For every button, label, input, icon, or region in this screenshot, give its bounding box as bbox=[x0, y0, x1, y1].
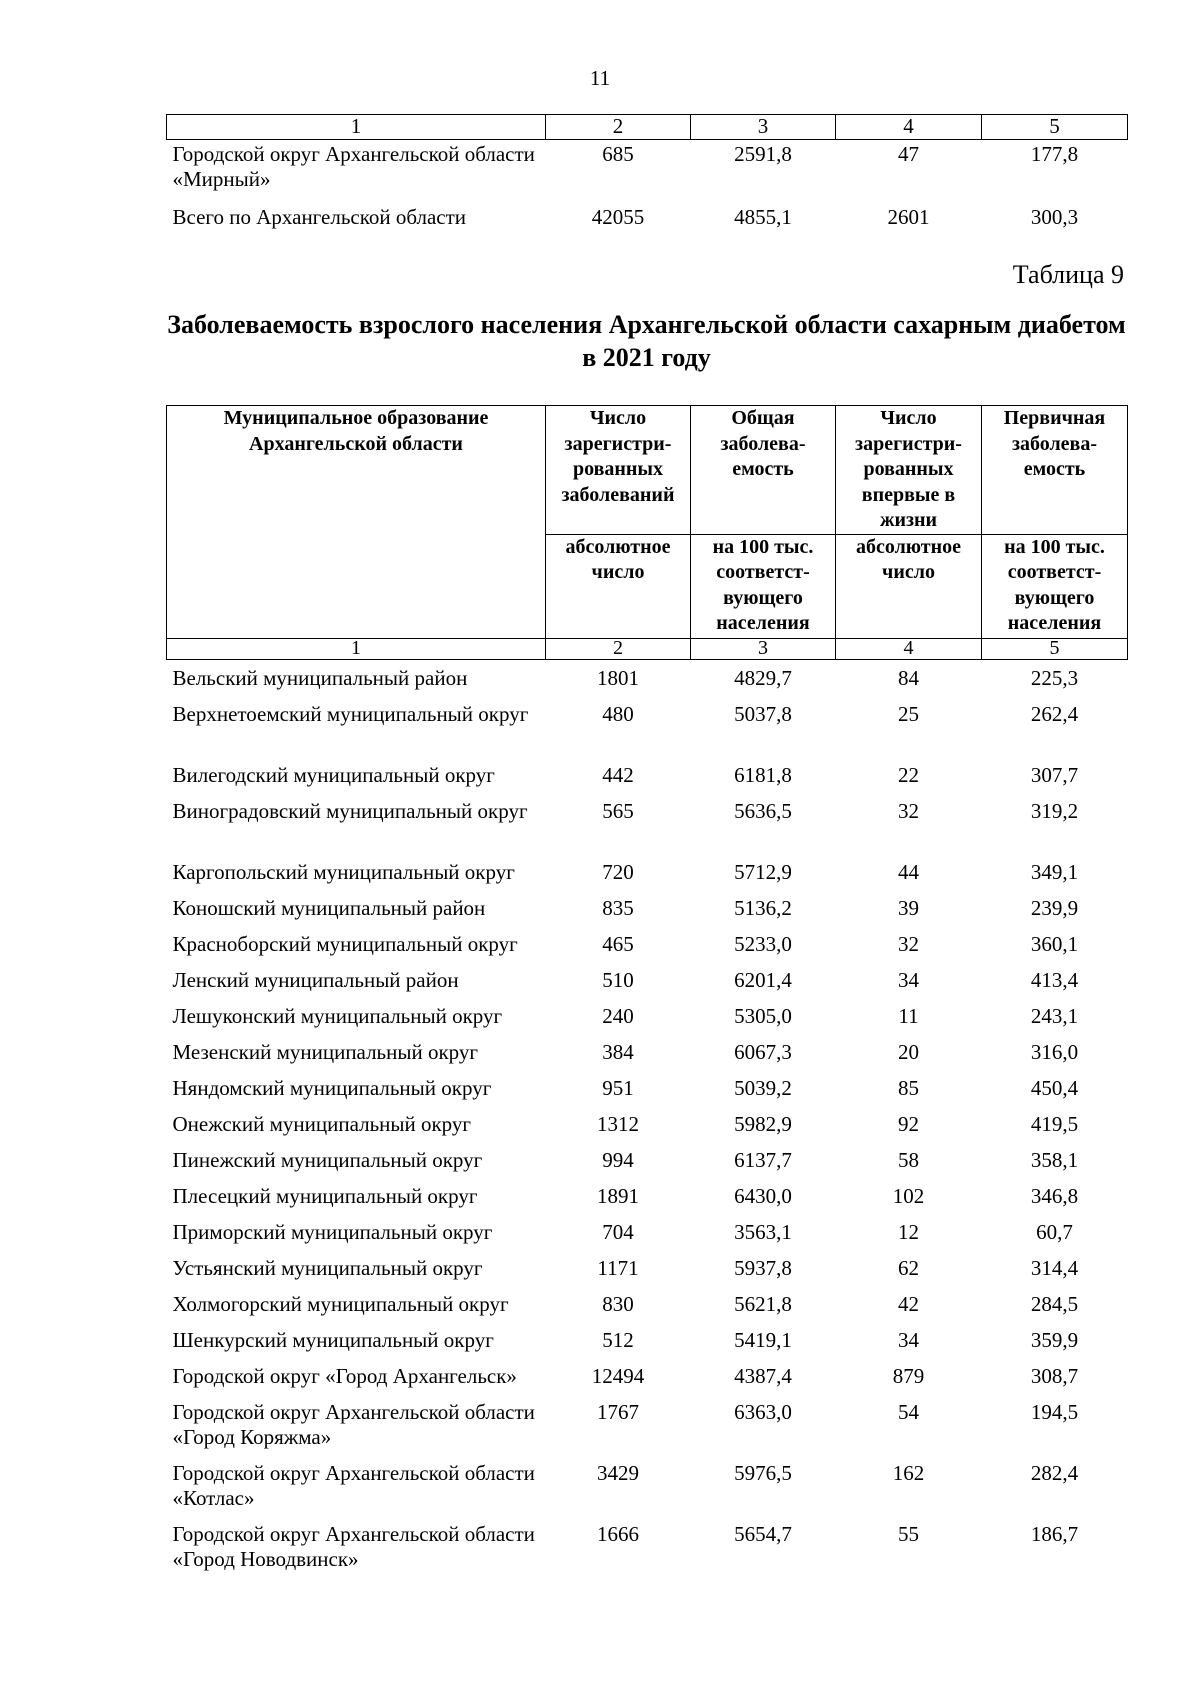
continued-table bbox=[166, 114, 1128, 235]
registered-cell: 704 bbox=[602, 1219, 634, 1244]
registered-cell: 510 bbox=[602, 967, 634, 992]
table-row bbox=[167, 696, 1128, 757]
total-rate-cell: 4855,1 bbox=[734, 205, 792, 229]
first-time-cell: 55 bbox=[898, 1521, 919, 1546]
municipality-cell: Няндомский муниципальный округ bbox=[172, 1075, 492, 1100]
table-label: Таблица 9 bbox=[1012, 260, 1124, 289]
municipality-cell: Городской округ Архангельской области «Котлас» bbox=[172, 1460, 535, 1510]
total-rate-cell: 5621,8 bbox=[734, 1291, 792, 1316]
table-row bbox=[167, 1034, 1128, 1070]
first-time-cell: 34 bbox=[898, 967, 919, 992]
first-time-cell: 22 bbox=[898, 762, 919, 787]
first-time-cell: 47 bbox=[898, 142, 919, 166]
first-time-cell: 879 bbox=[892, 1363, 925, 1388]
registered-cell: 3429 bbox=[597, 1460, 639, 1485]
municipality-cell: Красноборский муниципальный округ bbox=[172, 931, 518, 956]
municipality-cell: Устьянский муниципальный округ bbox=[172, 1255, 483, 1280]
total-rate-cell: 6201,4 bbox=[734, 967, 792, 992]
table-row bbox=[167, 1394, 1128, 1455]
total-rate-cell: 6067,3 bbox=[734, 1039, 792, 1064]
table-row bbox=[167, 1250, 1128, 1286]
column-number: 5 bbox=[982, 638, 1128, 659]
municipality-cell: Вельский муниципальный район bbox=[172, 665, 468, 690]
primary-rate-cell: 243,1 bbox=[1030, 1003, 1079, 1028]
header-row bbox=[167, 406, 1128, 535]
municipality-cell: Ленский муниципальный район bbox=[172, 967, 459, 992]
first-time-cell: 102 bbox=[892, 1183, 925, 1208]
table-row bbox=[167, 757, 1128, 793]
column-number-row bbox=[167, 638, 1128, 659]
unit-primary-incidence: на 100 тыс. соответст-вующего населения bbox=[982, 534, 1128, 638]
table-title: Заболеваемость взрослого населения Архангельской области сахарным диабетом в 2021 году bbox=[167, 310, 1126, 372]
table-row bbox=[167, 1178, 1128, 1214]
table-row bbox=[167, 1455, 1128, 1516]
primary-rate-cell: 349,1 bbox=[1030, 859, 1079, 884]
table-body bbox=[167, 659, 1128, 1577]
primary-rate-cell: 358,1 bbox=[1030, 1147, 1079, 1172]
registered-cell: 835 bbox=[602, 895, 634, 920]
table-row bbox=[167, 1070, 1128, 1106]
first-time-cell: 162 bbox=[892, 1460, 925, 1485]
column-number: 1 bbox=[167, 115, 546, 140]
primary-rate-cell: 450,4 bbox=[1030, 1075, 1079, 1100]
total-rate-cell: 3563,1 bbox=[734, 1219, 792, 1244]
table-row bbox=[167, 890, 1128, 926]
table-row bbox=[167, 1358, 1128, 1394]
table-row bbox=[167, 1322, 1128, 1358]
first-time-cell: 32 bbox=[898, 931, 919, 956]
total-rate-cell: 5039,2 bbox=[734, 1075, 792, 1100]
primary-rate-cell: 419,5 bbox=[1030, 1111, 1079, 1136]
primary-rate-cell: 413,4 bbox=[1030, 967, 1079, 992]
first-time-cell: 34 bbox=[898, 1327, 919, 1352]
table-row bbox=[167, 926, 1128, 962]
primary-rate-cell: 284,5 bbox=[1030, 1291, 1079, 1316]
first-time-cell: 58 bbox=[898, 1147, 919, 1172]
municipality-cell: Плесецкий муниципальный округ bbox=[172, 1183, 478, 1208]
municipality-cell: Вилегодский муниципальный округ bbox=[172, 762, 495, 787]
primary-rate-cell: 186,7 bbox=[1030, 1521, 1079, 1546]
registered-cell: 1666 bbox=[597, 1521, 639, 1546]
primary-rate-cell: 282,4 bbox=[1030, 1460, 1079, 1485]
first-time-cell: 11 bbox=[898, 1003, 919, 1028]
table-row bbox=[167, 1142, 1128, 1178]
primary-rate-cell: 360,1 bbox=[1030, 931, 1079, 956]
total-rate-cell: 5976,5 bbox=[734, 1460, 792, 1485]
municipality-cell: Лешуконский муниципальный округ bbox=[172, 1003, 503, 1028]
registered-cell: 480 bbox=[602, 701, 634, 726]
registered-cell: 512 bbox=[602, 1327, 634, 1352]
column-number: 1 bbox=[167, 638, 546, 659]
table-row bbox=[167, 962, 1128, 998]
municipality-cell: Шенкурский муниципальный округ bbox=[172, 1327, 494, 1352]
municipality-cell: Городской округ Архангельской области «Город Коряжма» bbox=[172, 1399, 535, 1449]
unit-total-incidence: на 100 тыс. соответст-вующего населения bbox=[691, 534, 836, 638]
primary-rate-cell: 60,7 bbox=[1036, 1219, 1073, 1244]
primary-rate-cell: 225,3 bbox=[1030, 665, 1079, 690]
table-row bbox=[167, 793, 1128, 854]
total-rate-cell: 5937,8 bbox=[734, 1255, 792, 1280]
total-rate-cell: 5037,8 bbox=[734, 701, 792, 726]
primary-rate-cell: 177,8 bbox=[1030, 142, 1079, 166]
table-row bbox=[167, 1516, 1128, 1577]
first-time-cell: 20 bbox=[898, 1039, 919, 1064]
first-time-cell: 42 bbox=[898, 1291, 919, 1316]
table-row bbox=[167, 854, 1128, 890]
total-rate-cell: 6430,0 bbox=[734, 1183, 792, 1208]
table-row bbox=[167, 1106, 1128, 1142]
total-rate-cell: 6137,7 bbox=[734, 1147, 792, 1172]
registered-cell: 465 bbox=[602, 931, 634, 956]
municipality-cell: Городской округ Архангельской области «Город Новодвинск» bbox=[172, 1521, 535, 1571]
header-registered: Число зарегистри-рованных заболеваний bbox=[546, 406, 691, 535]
registered-cell: 1312 bbox=[597, 1111, 639, 1136]
total-rate-cell: 6363,0 bbox=[734, 1399, 792, 1424]
first-time-cell: 85 bbox=[898, 1075, 919, 1100]
primary-rate-cell: 319,2 bbox=[1030, 798, 1079, 823]
registered-cell: 1801 bbox=[597, 665, 639, 690]
table-row bbox=[167, 140, 1128, 206]
table-row bbox=[167, 659, 1128, 696]
first-time-cell: 32 bbox=[898, 798, 919, 823]
municipality-cell: Пинежский муниципальный округ bbox=[172, 1147, 483, 1172]
header-total-incidence: Общая заболева-емость bbox=[691, 406, 836, 535]
total-rate-cell: 6181,8 bbox=[734, 762, 792, 787]
page-number: 11 bbox=[589, 66, 611, 90]
table-row bbox=[167, 1214, 1128, 1250]
registered-cell: 685 bbox=[602, 142, 634, 166]
registered-cell: 1767 bbox=[597, 1399, 639, 1424]
primary-rate-cell: 300,3 bbox=[1030, 205, 1079, 229]
primary-rate-cell: 262,4 bbox=[1030, 701, 1079, 726]
unit-first-time: абсолютное число bbox=[836, 534, 982, 638]
unit-registered: абсолютное число bbox=[546, 534, 691, 638]
registered-cell: 384 bbox=[602, 1039, 634, 1064]
column-number-row bbox=[167, 115, 1128, 140]
column-number: 5 bbox=[982, 115, 1128, 140]
column-number: 2 bbox=[546, 638, 691, 659]
municipality-cell: Приморский муниципальный округ bbox=[172, 1219, 493, 1244]
total-rate-cell: 5305,0 bbox=[734, 1003, 792, 1028]
total-rate-cell: 4387,4 bbox=[734, 1363, 792, 1388]
table-row bbox=[167, 1286, 1128, 1322]
total-rate-cell: 5233,0 bbox=[734, 931, 792, 956]
first-time-cell: 44 bbox=[898, 859, 919, 884]
primary-rate-cell: 307,7 bbox=[1030, 762, 1079, 787]
registered-cell: 830 bbox=[602, 1291, 634, 1316]
column-number: 4 bbox=[836, 638, 982, 659]
first-time-cell: 62 bbox=[898, 1255, 919, 1280]
header-municipality: Муниципальное образование Архангельской области bbox=[167, 406, 546, 639]
total-rate-cell: 5636,5 bbox=[734, 798, 792, 823]
registered-cell: 240 bbox=[602, 1003, 634, 1028]
municipality-cell: Онежский муниципальный округ bbox=[172, 1111, 472, 1136]
header-first-time: Число зарегистри-рованных впервые в жизни bbox=[836, 406, 982, 535]
registered-cell: 951 bbox=[602, 1075, 634, 1100]
primary-rate-cell: 314,4 bbox=[1030, 1255, 1079, 1280]
total-rate-cell: 5982,9 bbox=[734, 1111, 792, 1136]
total-rate-cell: 4829,7 bbox=[734, 665, 792, 690]
municipality-cell: Каргопольский муниципальный округ bbox=[172, 859, 515, 884]
table-row-total bbox=[167, 205, 1128, 235]
primary-rate-cell: 316,0 bbox=[1030, 1039, 1079, 1064]
primary-rate-cell: 308,7 bbox=[1030, 1363, 1079, 1388]
municipality-cell: Городской округ «Город Архангельск» bbox=[172, 1363, 517, 1388]
column-number: 2 bbox=[546, 115, 691, 140]
total-rate-cell: 2591,8 bbox=[734, 142, 792, 166]
registered-cell: 1171 bbox=[597, 1255, 639, 1280]
registered-cell: 994 bbox=[602, 1147, 634, 1172]
first-time-cell: 2601 bbox=[887, 205, 930, 229]
primary-rate-cell: 346,8 bbox=[1030, 1183, 1079, 1208]
column-number: 3 bbox=[691, 638, 836, 659]
first-time-cell: 39 bbox=[898, 895, 919, 920]
column-number: 4 bbox=[836, 115, 982, 140]
total-rate-cell: 5136,2 bbox=[734, 895, 792, 920]
municipality-cell: Мезенский муниципальный округ bbox=[172, 1039, 478, 1064]
column-number: 3 bbox=[691, 115, 836, 140]
municipality-cell: Городской округ Архангельской области «Мирный» bbox=[172, 142, 535, 191]
diabetes-incidence-table bbox=[166, 405, 1128, 1577]
table-row bbox=[167, 998, 1128, 1034]
municipality-cell: Всего по Архангельской области bbox=[172, 205, 467, 229]
municipality-cell: Верхнетоемский муниципальный округ bbox=[172, 701, 529, 726]
primary-rate-cell: 239,9 bbox=[1030, 895, 1079, 920]
registered-cell: 1891 bbox=[597, 1183, 639, 1208]
first-time-cell: 25 bbox=[898, 701, 919, 726]
registered-cell: 720 bbox=[602, 859, 634, 884]
total-rate-cell: 5419,1 bbox=[734, 1327, 792, 1352]
first-time-cell: 12 bbox=[898, 1219, 919, 1244]
total-rate-cell: 5712,9 bbox=[734, 859, 792, 884]
registered-cell: 42055 bbox=[591, 205, 645, 229]
registered-cell: 442 bbox=[602, 762, 634, 787]
total-rate-cell: 5654,7 bbox=[734, 1521, 792, 1546]
registered-cell: 565 bbox=[602, 798, 634, 823]
municipality-cell: Коношский муниципальный район bbox=[172, 895, 486, 920]
first-time-cell: 84 bbox=[898, 665, 919, 690]
first-time-cell: 92 bbox=[898, 1111, 919, 1136]
municipality-cell: Холмогорский муниципальный округ bbox=[172, 1291, 509, 1316]
header-primary-incidence: Первичная заболева-емость bbox=[982, 406, 1128, 535]
registered-cell: 12494 bbox=[591, 1363, 645, 1388]
primary-rate-cell: 194,5 bbox=[1030, 1399, 1079, 1424]
primary-rate-cell: 359,9 bbox=[1030, 1327, 1079, 1352]
municipality-cell: Виноградовский муниципальный округ bbox=[172, 798, 528, 823]
first-time-cell: 54 bbox=[898, 1399, 919, 1424]
